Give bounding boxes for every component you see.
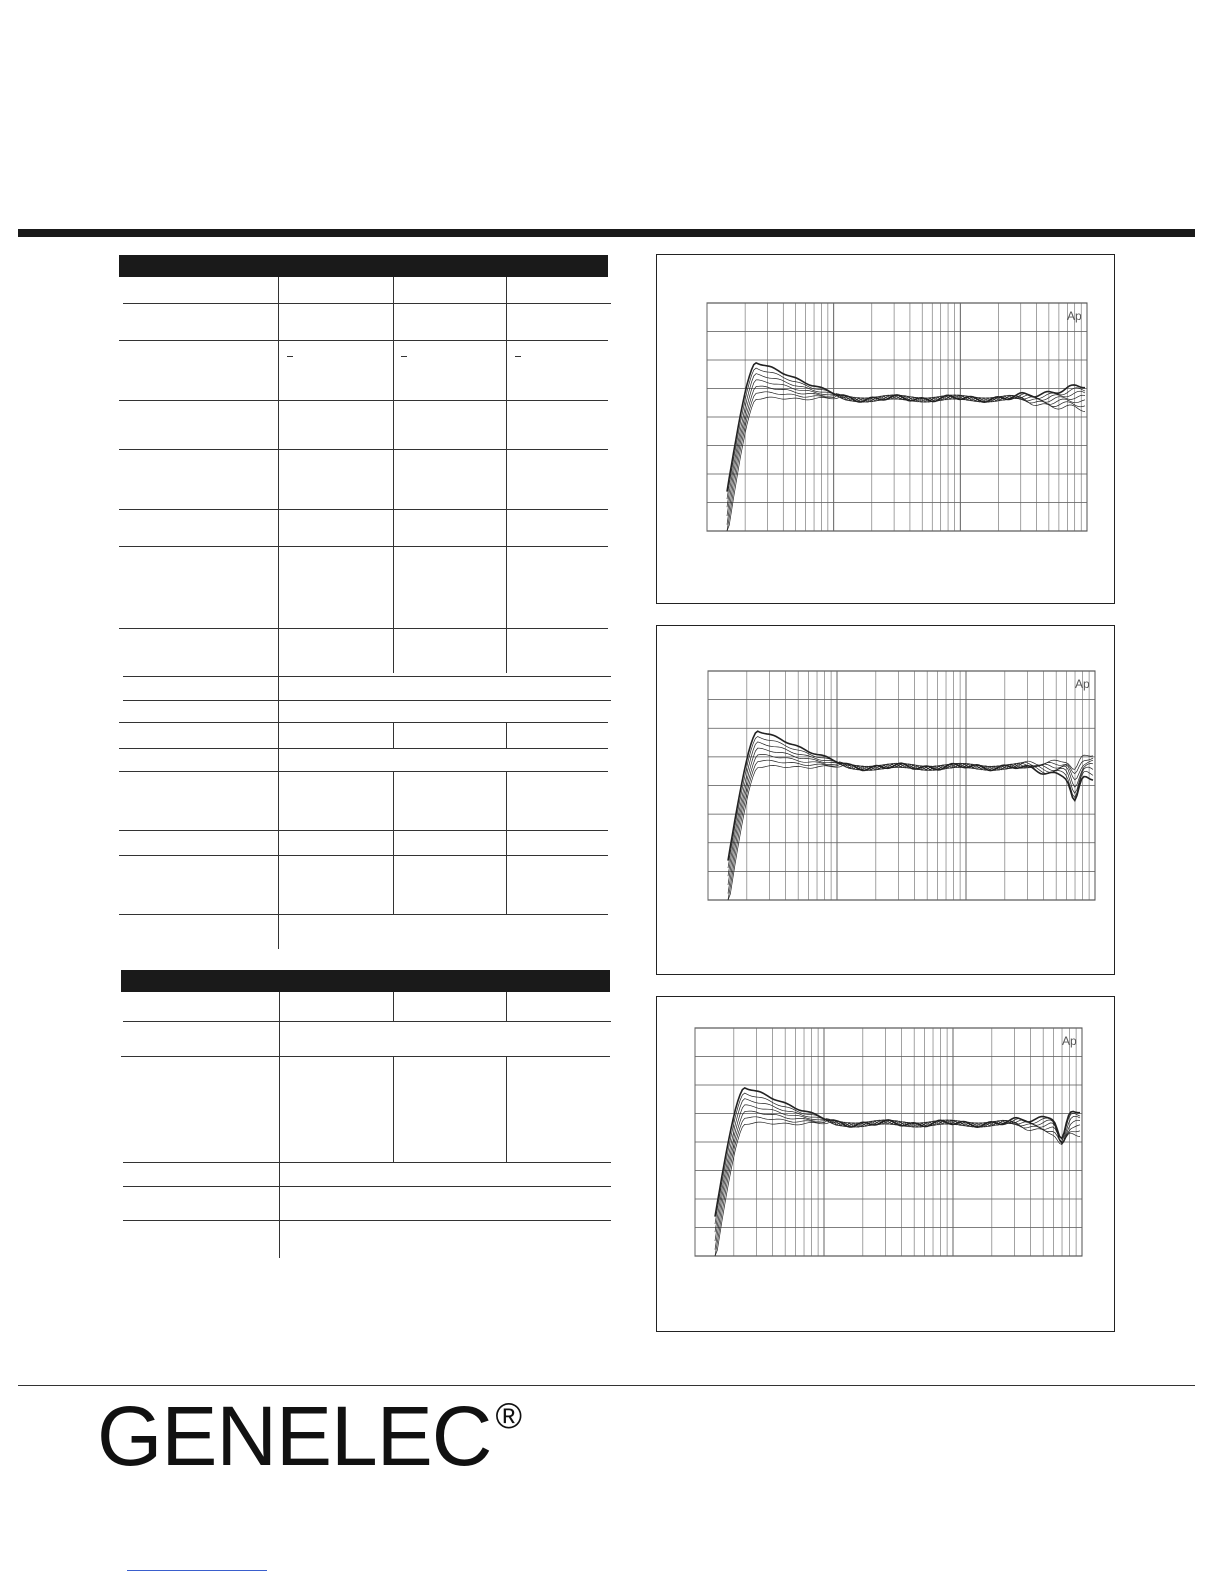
table-1-row-line: [119, 748, 608, 749]
table-1-col-line: [278, 277, 279, 949]
response-curve: [715, 1120, 1080, 1256]
frequency-response-panel-1: [656, 254, 1115, 604]
dash-mark: [515, 356, 521, 357]
response-curve: [728, 737, 1093, 869]
table-2-col-line: [279, 992, 280, 1258]
table-2-col-line: [393, 992, 394, 1021]
response-curve: [715, 1088, 1080, 1217]
table-1-row-line: [119, 771, 608, 772]
table-1-header-bar: [119, 255, 608, 277]
response-curve: [728, 742, 1093, 876]
response-curve: [727, 363, 1085, 492]
table-1-row-line: [119, 400, 608, 401]
response-curve: [727, 374, 1085, 508]
dash-mark: [401, 356, 407, 357]
table-1-row-line: [119, 449, 608, 450]
table-1-row-line: [119, 340, 608, 341]
header-rule: [18, 229, 1195, 237]
table-1-row-line: [119, 830, 608, 831]
table-1-row-line: [123, 700, 611, 701]
response-curve: [727, 392, 1085, 531]
genelec-logo: [97, 1389, 521, 1483]
table-1-row-line: [119, 914, 608, 915]
response-curve: [715, 1093, 1080, 1224]
table-2-row-line: [123, 1021, 611, 1022]
table-1-col-line: [393, 771, 394, 914]
table-2-row-line: [123, 1186, 611, 1187]
analyzer-label: Ap: [1062, 1034, 1077, 1048]
table-1-row-line: [123, 676, 611, 677]
response-curve: [715, 1111, 1080, 1250]
table-2-col-line: [393, 1056, 394, 1162]
table-2-row-line: [121, 1056, 610, 1057]
table-1-col-line: [506, 277, 507, 673]
table-2-row-line: [123, 1162, 611, 1163]
table-1-row-line: [119, 722, 608, 723]
frequency-response-panel-3: [656, 996, 1115, 1332]
table-2-col-line: [506, 992, 507, 1021]
table-1-col-line: [393, 722, 394, 748]
analyzer-label: Ap: [1067, 309, 1082, 323]
table-2-col-line: [506, 1056, 507, 1162]
frequency-response-chart-1: [657, 255, 1114, 603]
response-curve: [728, 758, 1093, 900]
table-1-col-line: [506, 771, 507, 914]
footer-link-underline: [127, 1570, 267, 1571]
response-curve: [715, 1099, 1080, 1233]
response-curve: [715, 1117, 1080, 1256]
brand-name: GENELEC: [97, 1389, 492, 1483]
response-curve: [727, 386, 1085, 525]
response-curve: [728, 731, 1093, 860]
table-1-row-line: [119, 855, 608, 856]
graph-grid: [695, 1028, 1082, 1256]
table-1-row-line: [119, 509, 608, 510]
graph-grid: [707, 303, 1087, 531]
footer-rule: [18, 1385, 1195, 1386]
table-2-row-line: [123, 1220, 611, 1221]
analyzer-label: Ap: [1075, 677, 1090, 691]
frequency-response-chart-3: [657, 997, 1114, 1331]
response-curve: [728, 755, 1093, 900]
table-1-row-line: [119, 546, 608, 547]
frequency-response-panel-2: [656, 625, 1115, 975]
response-curve: [727, 368, 1085, 499]
response-curve: [727, 395, 1085, 531]
table-1-row-line: [119, 628, 608, 629]
frequency-response-chart-2: [657, 626, 1114, 974]
dash-mark: [287, 356, 293, 357]
table-2-header-bar: [121, 970, 610, 992]
table-1-row-line: [123, 303, 611, 304]
registered-mark: ®: [495, 1395, 521, 1436]
graph-grid: [708, 671, 1095, 900]
table-1-col-line: [393, 277, 394, 673]
response-curve: [728, 754, 1093, 893]
table-1-col-line: [506, 722, 507, 748]
